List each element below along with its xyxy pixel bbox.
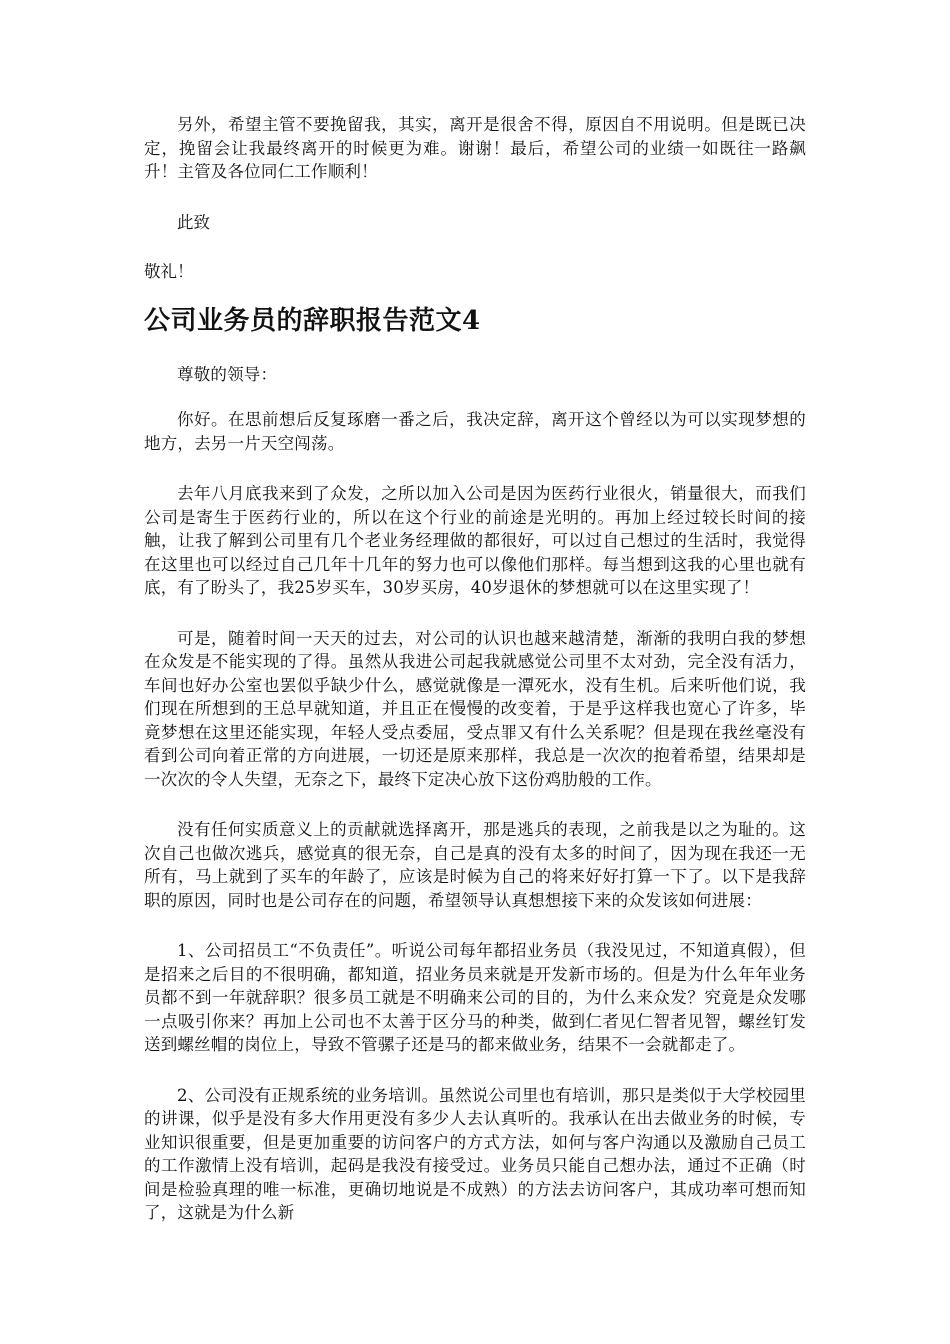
document-page [144, 113, 806, 1225]
body-paragraph-3: 可是，随着时间一天天的过去，对公司的认识也越来越清楚，渐渐的我明白我的梦想在众发是不能实现的了得。虽然从我进公司起我就感觉公司里不太对劲，完全没有活力，车间也好办公室也罢似乎缺少什么，感觉就像是一潭死水，没有生机。后来听他们说，我们现在所想到的王总早就知道，并且正在慢慢的改变着，于是乎这样我也宽心了许多，毕竟梦想在这里还能实现，年轻人受点委屈，受点罪又有什么关系呢？但是现在我丝毫没有看到公司向着正常的方向进展，一切还是原来那样，我总是一次次的抱着希望，结果却是一次次的令人失望，无奈之下，最终下定决心放下这份鸡肋般的工作。 [144, 628, 806, 789]
body-paragraph-1: 你好。在思前想后反复琢磨一番之后，我决定辞，离开这个曾经以为可以实现梦想的地方，去另一片天空闯荡。 [144, 410, 806, 453]
closing-line-2: 敬礼！ [144, 262, 194, 281]
body-paragraph-5: 1、公司招员工“不负责任”。听说公司每年都招业务员（我没见过，不知道真假），但是招来之后目的不很明确，都知道，招业务员来就是开发新市场的。但是为什么年年业务员都不到一年就辞职？很多员工就是不明确来公司的目的，为什么来众发？究竟是众发哪一点吸引你来？再加上公司也不太善于区分马的种类，做到仁者见仁智者见智，螺丝钉发送到螺丝帽的岗位上，导致不管骡子还是马的都来做业务，结果不一会就都走了。 [144, 941, 806, 1054]
section-title: 公司业务员的辞职报告范文4 [144, 305, 481, 336]
previous-letter-paragraph: 另外，希望主管不要挽留我，其实，离开是很舍不得，原因自不用说明。但是既已决定，挽留会让我最终离开的时候更为难。谢谢！最后，希望公司的业绩一如既往一路飙升！主管及各位同仁工作顺利！ [144, 115, 806, 181]
body-paragraph-2: 去年八月底我来到了众发，之所以加入公司是因为医药行业很火，销量很大，而我们公司是寄生于医药行业的，所以在这个行业的前途是光明的。再加上经过较长时间的接触，让我了解到公司里有几个老业务经理做的都很好，可以过自己想过的生活时，我觉得在这里也可以经过自己几年十几年的努力也可以像他们那样。每当想到这我的心里也就有底，有了盼头了，我25岁买车，30岁买房，40岁退休的梦想就可以在这里实现了！ [144, 484, 806, 597]
body-paragraph-4: 没有任何实质意义上的贡献就选择离开，那是逃兵的表现，之前我是以之为耻的。这次自己也做次逃兵，感觉真的很无奈，自己是真的没有太多的时间了，因为现在我还一无所有，马上就到了买车的年龄了，应该是时候为自己的将来好好打算一下了。以下是我辞职的原因，同时也是公司存在的问题，希望领导认真想想接下来的众发该如何进展： [144, 820, 806, 910]
salutation: 尊敬的领导： [177, 364, 278, 384]
body-paragraph-6: 2、公司没有正规系统的业务培训。虽然说公司里也有培训，那只是类似于大学校园里的讲课，似乎是没有多大作用更没有多少人去认真听的。我承认在出去做业务的时候，专业知识很重要，但是更加重要的访问客户的方式方法，如何与客户沟通以及激励自己员工的工作激情上没有培训，起码是我没有接受过。业务员只能自己想办法，通过不正确（时间是检验真理的唯一标准，更确切地说是不成熟）的方法去访问客户，其成功率可想而知了，这就是为什么新 [144, 1085, 806, 1222]
closing-line-1: 此致 [177, 212, 210, 232]
